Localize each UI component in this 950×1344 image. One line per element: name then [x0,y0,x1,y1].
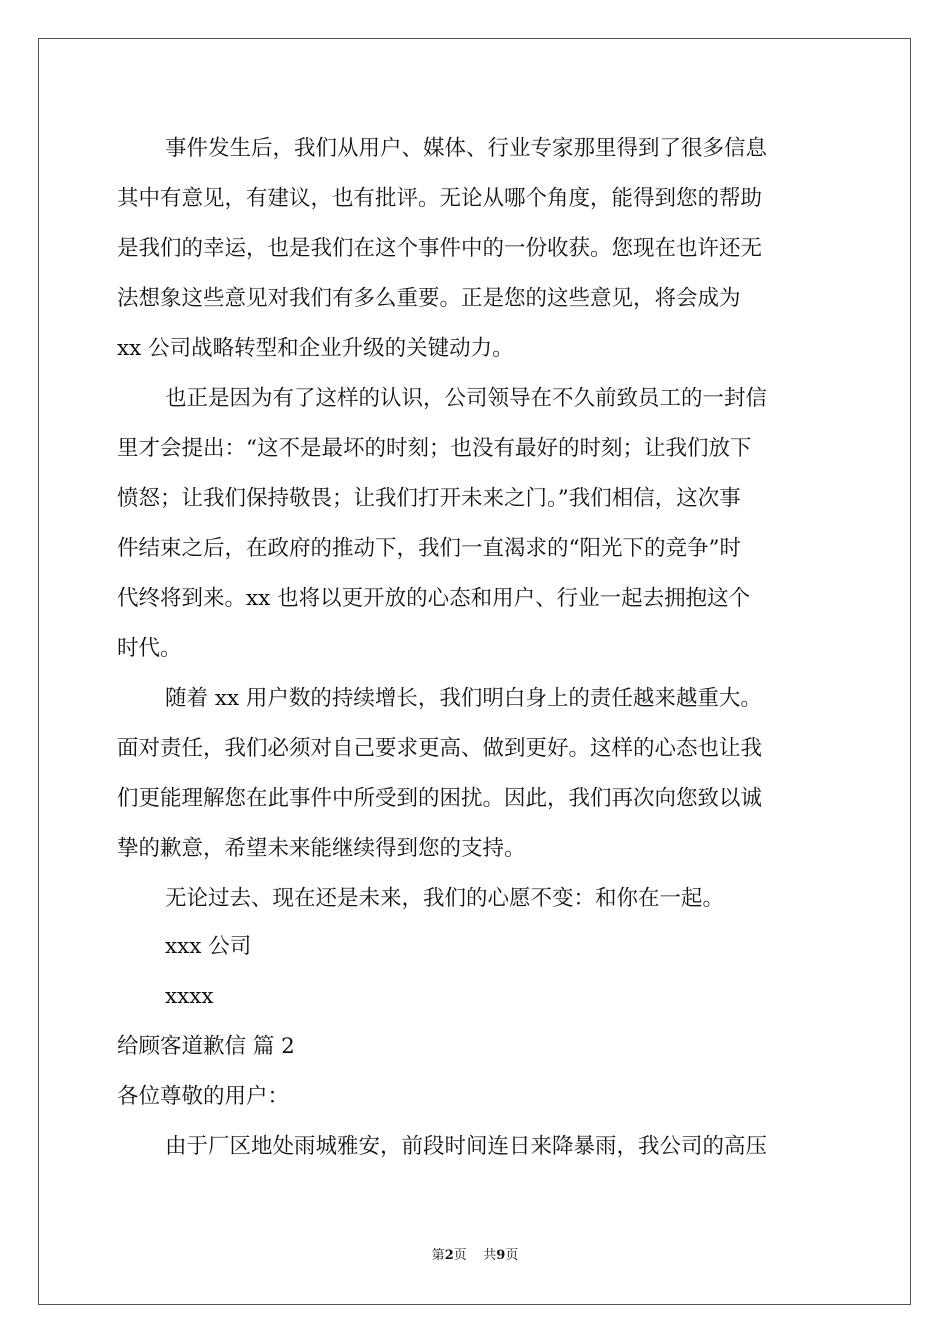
footer-current-page: 2 [444,1248,454,1263]
page-footer [0,1248,950,1264]
paragraph-line: 件结束之后，在政府的推动下，我们一直渴求的“阳光下的竞争”时 [117,536,741,561]
paragraph-line: 法想象这些意见对我们有多么重要。正是您的这些意见，将会成为 [117,286,741,311]
paragraph-line: 代终将到来。xx 也将以更开放的心态和用户、行业一起去拥抱这个 [117,586,751,611]
signature-company: xxx 公司 [165,934,252,959]
paragraph-line: 无论过去、现在还是未来，我们的心愿不变：和你在一起。 [165,886,725,911]
paragraph-line: 由于厂区地处雨城雅安，前段时间连日来降暴雨，我公司的高压 [165,1134,768,1159]
paragraph-line: 挚的歉意，希望未来能继续得到您的支持。 [117,836,526,861]
signature-date: xxxx [165,984,214,1009]
paragraph-line: 随着 xx 用户数的持续增长，我们明白身上的责任越来越重大。 [165,686,762,711]
section-heading: 给顾客道歉信 篇 2 [117,1034,295,1059]
paragraph-line: 们更能理解您在此事件中所受到的困扰。因此，我们再次向您致以诚 [117,786,763,811]
footer-suffix: 页 [505,1248,519,1263]
footer-mid: 页 共 [453,1248,497,1263]
paragraph-line: 其中有意见，有建议，也有批评。无论从哪个角度，能得到您的帮助 [117,186,763,211]
page-border [38,38,911,1305]
salutation: 各位尊敬的用户： [117,1084,290,1109]
paragraph-line: 是我们的幸运，也是我们在这个事件中的一份收获。您现在也许还无 [117,236,763,261]
paragraph-line: 愤怒；让我们保持敬畏；让我们打开未来之门。”我们相信，这次事 [117,486,741,511]
paragraph-line: 时代。 [117,636,182,661]
footer-total-pages: 9 [496,1248,506,1263]
paragraph-line: 也正是因为有了这样的认识，公司领导在不久前致员工的一封信 [165,386,768,411]
paragraph-line: 里才会提出：“这不是最坏的时刻；也没有最好的时刻；让我们放下 [117,436,752,461]
footer-prefix: 第 [431,1248,445,1263]
paragraph-line: 面对责任，我们必须对自己要求更高、做到更好。这样的心态也让我 [117,736,763,761]
paragraph-line: xx 公司战略转型和企业升级的关键动力。 [117,336,514,361]
paragraph-line: 事件发生后，我们从用户、媒体、行业专家那里得到了很多信息 [165,136,768,161]
